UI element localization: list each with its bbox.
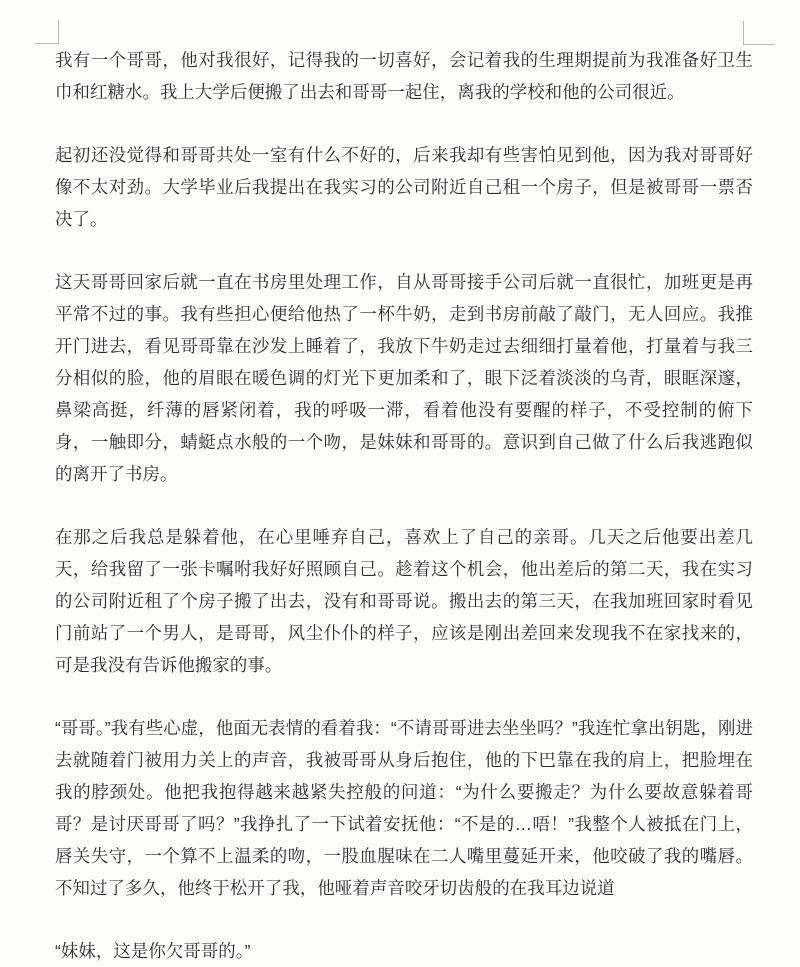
paragraph-6: “妹妹，这是你欠哥哥的。” [55,941,251,961]
crop-mark-left-icon [35,20,59,44]
paragraph-3: 这天哥哥回家后就一直在书房里处理工作，自从哥哥接手公司后就一直很忙，加班更是再平常不过的事。我有些担心便给他热了一杯牛奶，走到书房前敲了敲门，无人回应。我推开门进去，看见哥哥靠在沙发上睡着了，我放下牛奶走过去细细打量着他，打量着与我三分相似的脸，他的眉眼在暖色调的灯光下更加柔和了，眼下泛着淡淡的乌青，眼眶深邃，鼻梁高挺，纤薄的唇紧闭着，我的呼吸一滞，看着他没有要醒的样子，不受控制的俯下身，一触即分，蜻蜓点水般的一个吻，是妹妹和哥哥的。意识到自己做了什么后我逃跑似的离开了书房。 [55,272,753,484]
document-text-body [55,44,753,967]
crop-mark-right-icon [743,21,767,45]
paragraph-2: 起初还没觉得和哥哥共处一室有什么不好的，后来我却有些害怕见到他，因为我对哥哥好像不太对劲。大学毕业后我提出在我实习的公司附近自己租一个房子，但是被哥哥一票否决了。 [55,145,753,229]
paragraph-5: “哥哥。”我有些心虚，他面无表情的看着我：“不请哥哥进去坐坐吗？”我连忙拿出钥匙，刚进去就随着门被用力关上的声音，我被哥哥从身后抱住，他的下巴靠在我的肩上，把脸埋在我的脖颈处。他把我抱得越来越紧失控般的问道：“为什么要搬走？为什么要故意躲着哥哥？是讨厌哥哥了吗？”我挣扎了一下试着安抚他：“不是的…唔！”我整个人被抵在门上，唇关失守，一个算不上温柔的吻，一股血腥味在二人嘴里蔓延开来，他咬破了我的嘴唇。不知过了多久，他终于松开了我，他哑着声音咬牙切齿般的在我耳边说道 [55,718,753,898]
paragraph-1: 我有一个哥哥，他对我很好，记得我的一切喜好，会记着我的生理期提前为我准备好卫生巾和红糖水。我上大学后便搬了出去和哥哥一起住，离我的学校和他的公司很近。 [55,50,753,102]
paragraph-4: 在那之后我总是躲着他，在心里唾弃自己，喜欢上了自己的亲哥。几天之后他要出差几天，给我留了一张卡嘱咐我好好照顾自己。趁着这个机会，他出差后的第二天，我在实习的公司附近租了个房子搬了出去，没有和哥哥说。搬出去的第三天，在我加班回家时看见门前站了一个男人，是哥哥，风尘仆仆的样子，应该是刚出差回来发现我不在家找来的，可是我没有告诉他搬家的事。 [55,527,753,675]
